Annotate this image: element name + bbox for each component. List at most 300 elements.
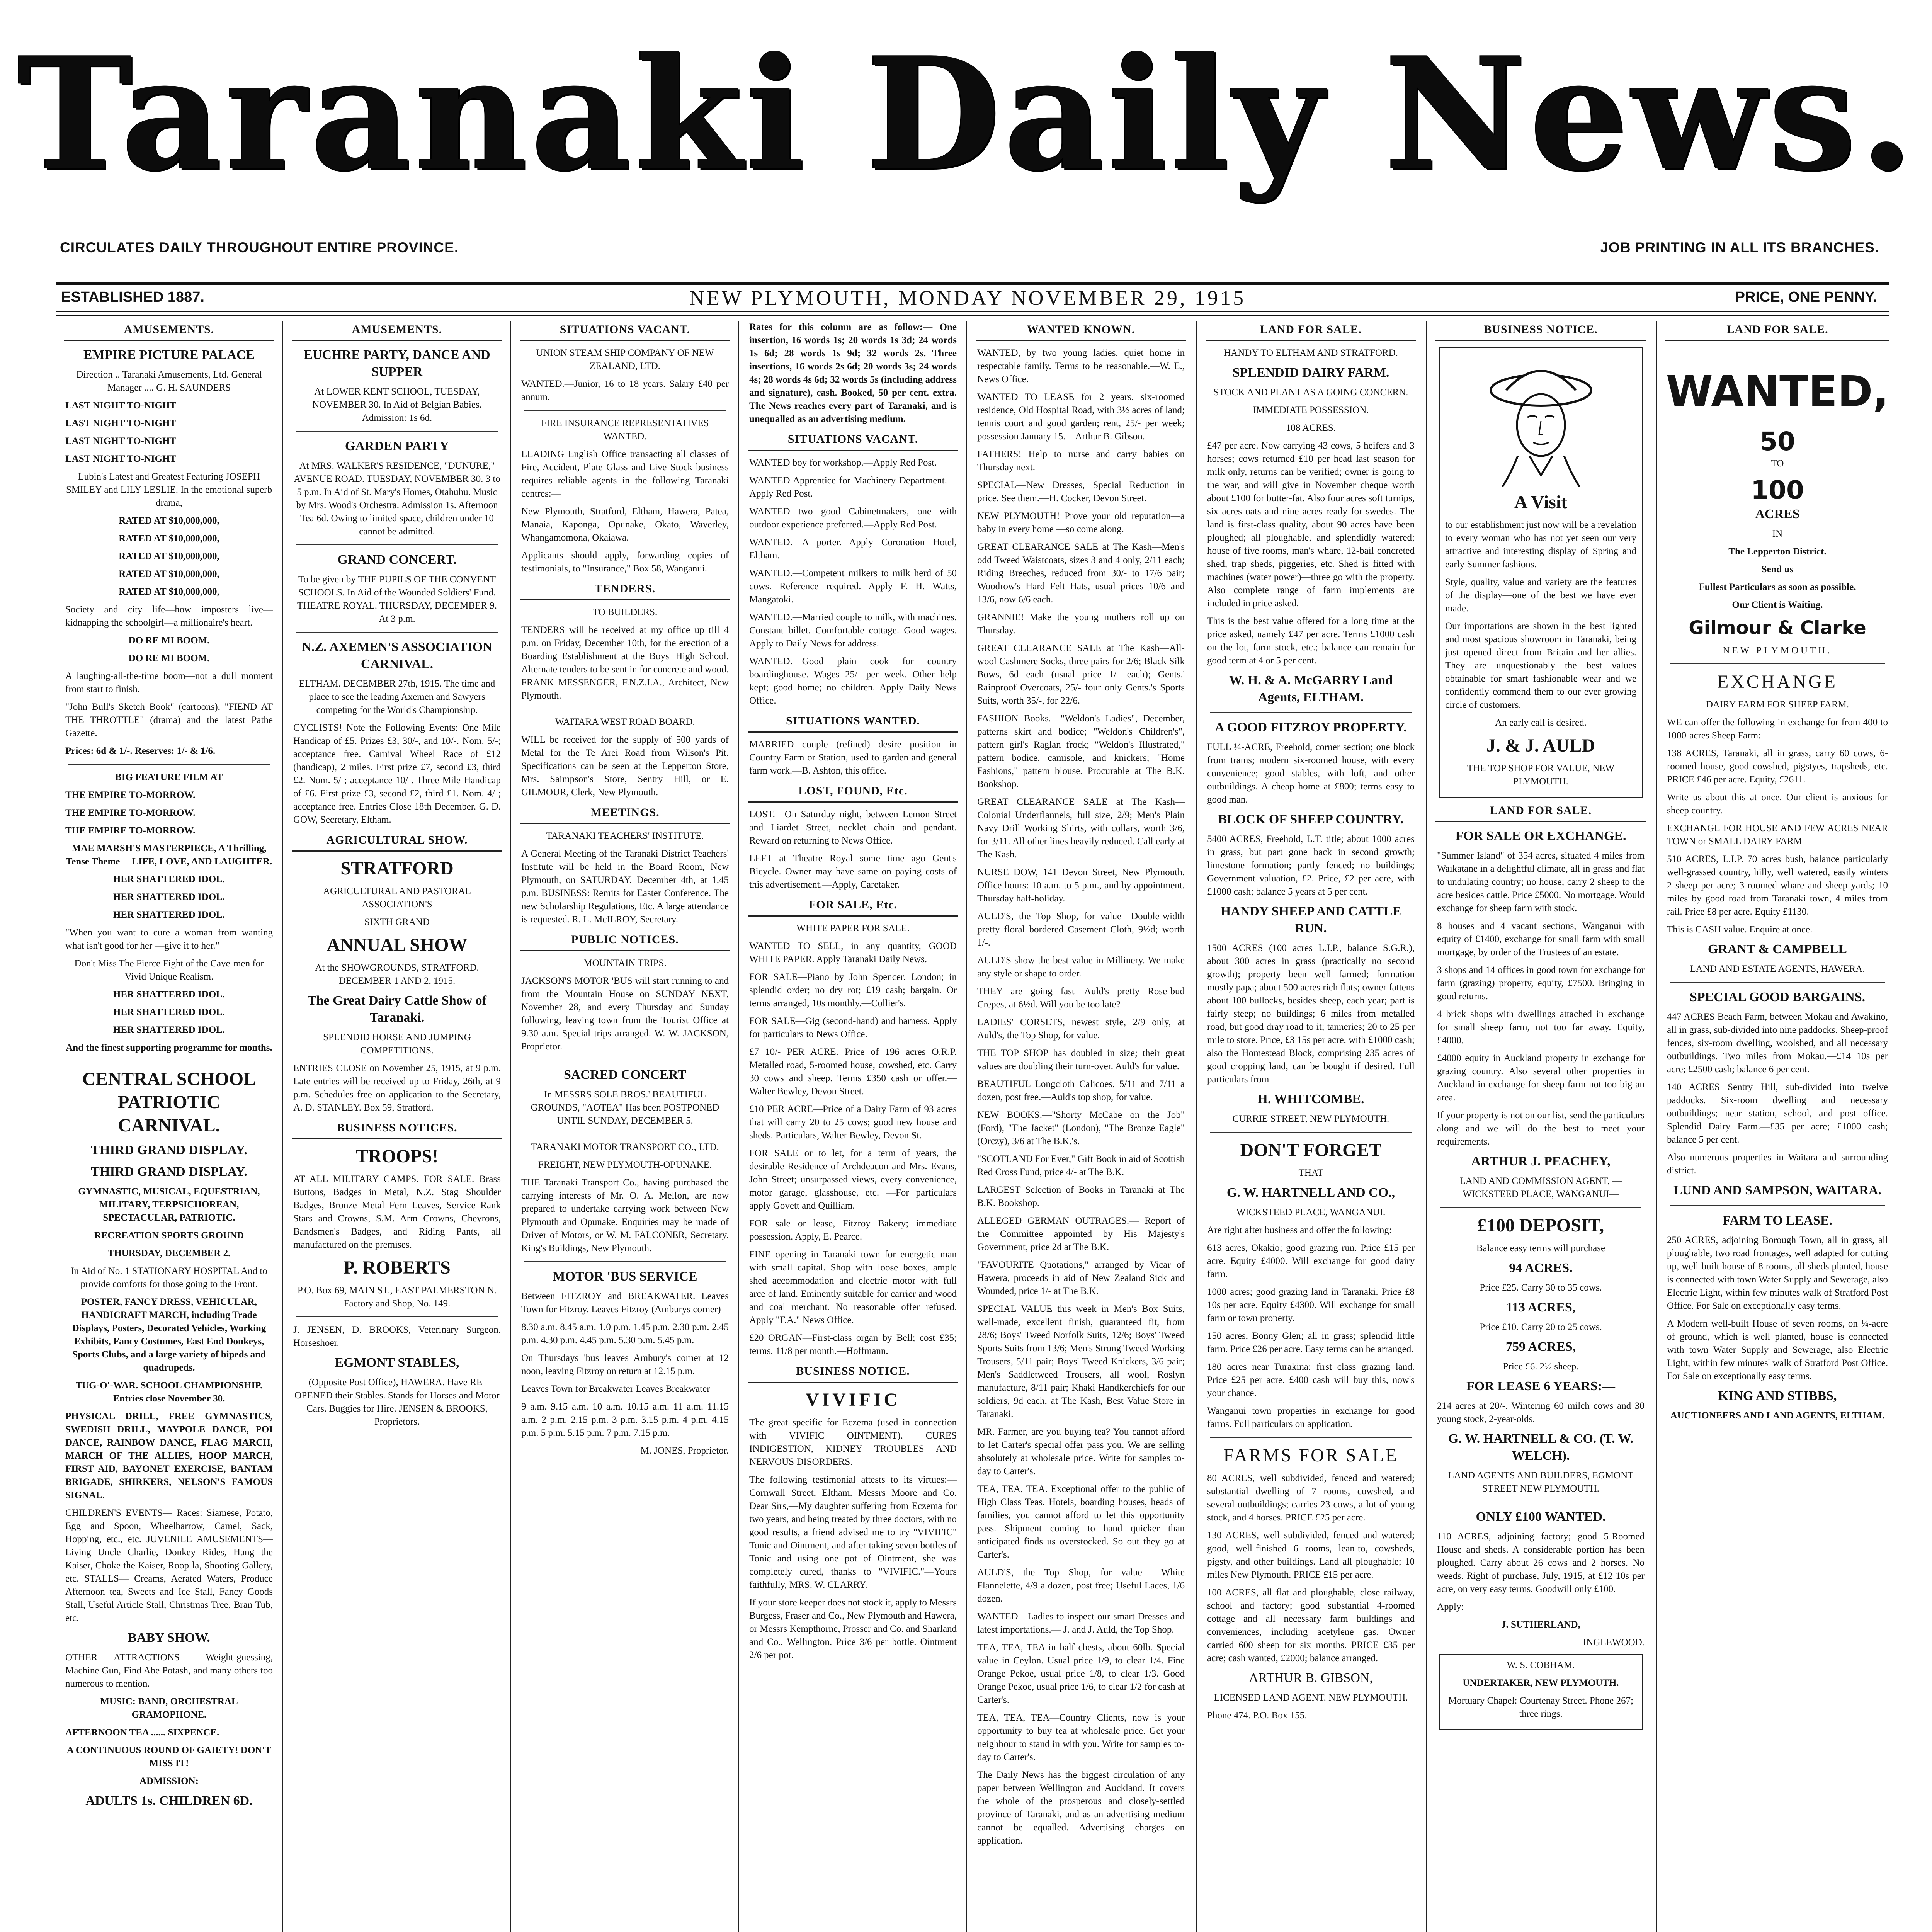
ad-text: LADIES' CORSETS, newest style, 2/9 only, at Auld's, the Top Shop, for value. — [977, 1017, 1185, 1041]
ad-text: 5400 ACRES, Freehold, L.T. title; about 1000 acres in grass, but part gone back in second growth; limestone formation; partly fenced; no buildings; Government valuation, £2. Price, £2 per acre, with £1000 cash; balance 5 years at 5 per cent. — [1207, 834, 1415, 897]
ad-text: HER SHATTERED IDOL. — [113, 910, 225, 920]
ad-text: 613 acres, Okakio; good grazing run. Price £15 per acre. Equity £4000. Will exchange for good dairy farm. — [1207, 1243, 1415, 1279]
ad-text: Leaves Town for Breakwater Leaves Breakwater — [521, 1384, 710, 1394]
ad-text: 113 ACRES, — [1506, 1300, 1576, 1315]
ad-text: TEA, TEA, TEA in half chests, about 60lb. Special value in Ceylon. Usual price 1/9, to clear 1/4. Fine Orange Pekoe, usual price 1/8, to clear 1/3. Good Orange Pekoe, usual price 1/6, to clear 1/2 for cash at Carter's. — [977, 1642, 1185, 1705]
ad-text: ELTHAM. DECEMBER 27th, 1915. The time and place to see the leading Axemen and Sawyers competing for the World's Championship. — [299, 679, 495, 715]
ad-text: THIRD GRAND DISPLAY. — [91, 1143, 247, 1157]
ad-text: The great specific for Eczema (used in connection with VIVIFIC OINTMENT). CURES INDIGESTION, KIDNEY TROUBLES AND NERVOUS DISORDERS. — [749, 1417, 957, 1467]
ad-text: Society and city life—how imposters live—kidnapping the schoolgirl—a millionaire's heart. — [65, 604, 273, 628]
ad-text: P.O. Box 69, MAIN ST., EAST PALMERSTON N. Factory and Shop, No. 149. — [297, 1285, 497, 1309]
ad-text: £47 per acre. Now carrying 43 cows, 5 heifers and 3 horses; cows returned £10 per head last season for milk only, returns can be verified; owner is going to the war, and will give in November cheque worth about £100 for butter-fat. Also four acres soft turnips, six acres oats and nine acres ready for swedes. The land is first-class quality, about 90 acres have been ploughed; all ploughable, and splendidly watered; house of five rooms, man's whare, 12-bail concreted shed, trap sheds, piggeries, etc. Shed is fitted with machines (water power)—three go with the property. Also complete range of farm implements are included in price asked. — [1207, 440, 1415, 609]
ad-text: TEA, TEA, TEA. Exceptional offer to the public of High Class Teas. Hotels, boarding houses, heads of families, you cannot afford to let this opportunity pass. Shipment coming to hand quicker than anticipated finds us overstocked. So out they go at Carter's. — [977, 1484, 1185, 1560]
column-rule — [510, 321, 511, 1932]
ad-text: "When you want to cure a woman from wanting what isn't good for her —give it to her." — [65, 927, 273, 951]
column-heading: WANTED KNOWN. — [976, 321, 1186, 341]
ad-text: THURSDAY, DECEMBER 2. — [107, 1248, 231, 1259]
ad-title: HANDY SHEEP AND CATTLE RUN. — [1220, 904, 1401, 935]
ad-title: FIRE INSURANCE REPRESENTATIVES WANTED. — [541, 418, 709, 442]
ad-text: GREAT CLEARANCE SALE at The Kash—Men's odd Tweed Waistcoats, sizes 3 and 4 only, 2/11 each; Riding Breeches, reduced from 30/- to 17/6 pair; Woodrow's Hard Felt Hats, usual prices 10/6 and 13/6, now 6/6 each. — [977, 542, 1185, 605]
ad-title: CENTRAL SCHOOL PATRIOTIC CARNIVAL. — [82, 1069, 256, 1136]
ad-text: This is the best value offered for a long time at the price asked, namely £47 per acre. Terms £1000 cash on the lot, farm stock, etc.; balance can remain for good term at 4 or 5 per cent. — [1207, 616, 1415, 666]
column-4 — [748, 321, 958, 1932]
ad-text: SPECIAL VALUE this week in Men's Box Suits, well-made, excellent finish, guaranteed fit, from 28/6; Boys' Tweed Norfolk Suits, 12/6; Boys' Tweed Sports Suits from 13/6; Men's Strong Tweed Working Trousers, 5/11 pair; Boys' Tweed Knickers, 3/6 pair; Men's Saddletweed Trousers, all wool, Roslyn manufacture, 8/11 pair; Khaki Handkerchiefs for our soldiers, 9d each, at The Kash, Best Value Store in Taranaki. — [977, 1304, 1185, 1419]
ad-text: At MRS. WALKER'S RESIDENCE, "DUNURE," AVENUE ROAD. TUESDAY, NOVEMBER 30. 3 to 5 p.m. In Aid of St. Mary's Homes, Otahuhu. Music by Mrs. Wood's Orchestra. Admission 1s. Afternoon Tea 6d. Owing to limited space, children under 10 cannot be admitted. — [294, 461, 500, 537]
ad-text: 9 a.m. 9.15 a.m. 10 a.m. 10.15 a.m. 11 a.m. 11.15 a.m. 2 p.m. 2.15 p.m. 3 p.m. 3.15 p.m. 4 p.m. 4.15 p.m. 5 p.m. 5.15 p.m. 7 p.m. 7.15 p.m. — [521, 1401, 729, 1438]
column-rule — [738, 321, 739, 1932]
ad-text: "John Bull's Sketch Book" (cartoons), "FIEND AT THE THROTTLE" (drama) and the latest Pathe Gazette. — [65, 702, 273, 738]
agent-name: H. WHITCOMBE. — [1257, 1092, 1364, 1106]
ad-title: FOR SALE OR EXCHANGE. — [1455, 829, 1626, 843]
ad-text: "Summer Island" of 354 acres, situated 4 miles from Waikatane in a delightful climate, all in grass and flat to undulating country; no house; carry 2 sheep to the acre besides cattle. Price £5000. No mortgage. Would exchange for sheep farm with stock. — [1437, 850, 1645, 913]
newspaper-title: Taranaki Daily News. — [17, 23, 1918, 205]
agent-name: Gilmour & Clarke — [1689, 617, 1866, 639]
ad-text: WANTED Apprentice for Machinery Department.—Apply Red Post. — [749, 475, 957, 499]
divider — [296, 431, 498, 432]
ad-text: LEADING English Office transacting all classes of Fire, Accident, Plate Glass and Live Stock business requires reliable agents in the following Taranaki centres:— — [521, 449, 729, 499]
ad-text: IN — [1772, 529, 1783, 539]
ad-text: If your property is not on our list, send the particulars along and we will do the best to meet your requirements. — [1437, 1110, 1645, 1147]
ad-title: ONLY £100 WANTED. — [1476, 1510, 1606, 1524]
ad-text: INGLEWOOD. — [1583, 1637, 1645, 1648]
ad-text: 759 ACRES, — [1505, 1340, 1576, 1354]
ad-text: LICENSED LAND AGENT. NEW PLYMOUTH. — [1214, 1692, 1408, 1703]
divider — [296, 632, 498, 633]
ad-text: A General Meeting of the Taranaki District Teachers' Institute will be held in the Board Room, New Plymouth, on SATURDAY, December 4th, at 1.45 p.m. BUSINESS: Remits for Easter Conference. The new Scholarship Regulations, Etc. A large attendance is requested. R. L. McILROY, Secretary. — [521, 849, 729, 925]
ad-title: A Visit — [1514, 492, 1568, 512]
ad-text: WANTED TO LEASE for 2 years, six-roomed residence, Old Hospital Road, with 3½ acres of land; tennis court and good garden; rent, 25/- per week; possession January 15.—Arthur B. Gibson. — [977, 392, 1185, 442]
ad-text: WANTED.—Married couple to milk, with machines. Constant billet. Comfortable cottage. Good wages. Apply to Daily News for address. — [749, 612, 957, 649]
ad-text: LAST NIGHT TO-NIGHT — [65, 436, 177, 446]
agent-name: J. SUTHERLAND, — [1501, 1619, 1580, 1630]
ad-text: New Plymouth, Stratford, Eltham, Hawera, Patea, Manaia, Kaponga, Opunake, Okato, Waverley, Whangamomona, Okaiawa. — [521, 506, 729, 543]
ad-text: 140 ACRES Sentry Hill, sub-divided into twelve paddocks. Six-room dwelling and necessary outbuildings; near station, school, and post office. Splendid Dairy Farm.—£35 per acre; £1000 cash; balance 5 per cent. — [1667, 1082, 1888, 1145]
ad-text: 250 ACRES, adjoining Borough Town, all in grass, all ploughable, two road frontages, well adapted for cutting up, well-built house of 8 rooms, all sheds planted, house is connected with town Water Supply and Sewerage, also Electric Light, within few minutes walk of Stratford Post Office. For Sale on exceptionally easy terms. — [1667, 1235, 1888, 1311]
ad-title: EXCHANGE — [1717, 672, 1838, 692]
ad-text: 3 shops and 14 offices in good town for exchange for farm (grazing) property, equity, £7500. Bringing in good returns. — [1437, 965, 1645, 1002]
column-heading: AMUSEMENTS. — [292, 321, 502, 341]
ad-text: WANTED—Ladies to inspect our smart Dresses and latest importations.— J. and J. Auld, the Top Shop. — [977, 1611, 1185, 1635]
ad-text: MARRIED couple (refined) desire position in Country Farm or Station, used to garden and general farm work.—B. Ashton, this office. — [749, 739, 957, 776]
ad-text: 1500 ACRES (100 acres L.I.P., balance S.G.R.), about 300 acres in grass (practically no second growth); property been well farmed; formation mostly papa; about 500 acres rich flats; owner fattens about 100 bullocks, besides sheep, each year; part is fairly steep; no buildings; 6 miles from metalled road, but good dray road to it; tanneries; 20 to 25 per mile to store. Price, £3 15s per acre, with £1000 cash; also the Homestead Block, comprising 235 acres of good cropping land, can be bought if desired. Full particulars from — [1207, 943, 1415, 1085]
ad-title: GARDEN PARTY — [345, 439, 449, 453]
ad-text: 180 acres near Turakina; first class grazing land. Price £25 per acre. £400 cash will buy this, now's your chance. — [1207, 1362, 1415, 1398]
ad-text: In Aid of No. 1 STATIONARY HOSPITAL And to provide comforts for those going to the Front. — [71, 1266, 267, 1289]
ad-text: WANTED TO SELL, in any quantity, GOOD WHITE PAPER. Apply Taranaki Daily News. — [749, 941, 957, 964]
ad-text: NEW PLYMOUTH. — [1723, 645, 1832, 656]
ad-title: TROOPS! — [355, 1146, 439, 1167]
ad-text: To be given by THE PUPILS OF THE CONVENT SCHOOLS. In Aid of the Wounded Soldiers' Fund. THEATRE ROYAL. THURSDAY, DECEMBER 9. At 3 p.m. — [297, 574, 497, 624]
column-heading: LAND FOR SALE. — [1435, 802, 1646, 822]
ad-text: Fullest Particulars as soon as possible. — [1699, 582, 1856, 592]
ad-text: Mortuary Chapel: Courtenay Street. Phone 267; three rings. — [1448, 1696, 1634, 1719]
ad-text: RATED AT $10,000,000, — [119, 569, 219, 579]
ad-text: And the finest supporting programme for months. — [66, 1043, 272, 1053]
ad-text: POSTER, FANCY DRESS, VEHICULAR, HANDICRAFT MARCH, including Trade Displays, Posters, Decorated Vehicles, Working Exhibits, Fancy Costumes, East End Donkeys, Sports Clubs, and a large variety of bipeds and quadrupeds. — [72, 1297, 266, 1373]
masthead-tagline-left: CIRCULATES DAILY THROUGHOUT ENTIRE PROVINCE. — [60, 240, 459, 255]
divider — [296, 544, 498, 545]
ad-title: A GOOD FITZROY PROPERTY. — [1215, 720, 1407, 735]
agent-name: KING AND STIBBS, — [1718, 1389, 1837, 1403]
ad-text: WANTED boy for workshop.—Apply Red Post. — [749, 457, 937, 468]
ad-text: THAT — [1298, 1168, 1323, 1178]
ad-text: CURRIE STREET, NEW PLYMOUTH. — [1232, 1114, 1389, 1124]
ad-text: DAIRY FARM FOR SHEEP FARM. — [1706, 699, 1849, 710]
column-3 — [520, 321, 730, 1932]
ad-text: HER SHATTERED IDOL. — [113, 874, 225, 884]
ad-text: FOR SALE or to let, for a term of years, the desirable Residence of Archdeacon and Mrs. Evans, John Street; unsurpassed views, every convenience, motor garage, glasshouse, etc. —For particulars apply Govett and Quilliam. — [749, 1148, 957, 1211]
ad-text: Don't Miss The Fierce Fight of the Cave-men for Vivid Unique Realism. — [74, 958, 264, 982]
masthead — [0, 0, 1932, 294]
ad-title: VIVIFIC — [805, 1389, 901, 1410]
undertaker-ad — [1439, 1654, 1643, 1730]
ad-title: N.Z. AXEMEN'S ASSOCIATION CARNIVAL. — [302, 640, 492, 671]
ad-text: "SCOTLAND For Ever," Gift Book in aid of Scottish Red Cross Fund, price 4/- at The B.K. — [977, 1154, 1185, 1177]
column-heading: AGRICULTURAL SHOW. — [292, 831, 502, 852]
ad-text: THE EMPIRE TO-MORROW. — [65, 825, 196, 836]
ad-title: FOR LEASE 6 YEARS:— — [1466, 1379, 1616, 1393]
agent-name: ARTHUR B. GIBSON, — [1249, 1671, 1373, 1685]
ad-text: FOR sale or lease, Fitzroy Bakery; immediate possession. Apply, E. Pearce. — [749, 1218, 957, 1242]
ad-text: GRANNIE! Make the young mothers roll up on Thursday. — [977, 612, 1185, 636]
column-heading: MEETINGS. — [520, 804, 730, 824]
ad-text: 8.30 a.m. 8.45 a.m. 1.0 p.m. 1.45 p.m. 2.30 p.m. 2.45 p.m. 4.30 p.m. 4.45 p.m. 5.30 p.m. 5.45 p.m. — [521, 1322, 729, 1345]
ad-text: £7 10/- PER ACRE. Price of 196 acres O.R.P. Metalled road, 5-roomed house, cowshed, etc. Carry 30 cows and sheep. Terms £350 cash or offer.—Walter Bewley, Devon Street. — [749, 1047, 957, 1097]
ad-text: LARGEST Selection of Books in Taranaki at The B.K. Bookshop. — [977, 1185, 1185, 1208]
ad-text: LOST.—On Saturday night, between Lemon Street and Liardet Street, necklet chain and pendant. Reward on returning to News Office. — [749, 809, 957, 846]
ad-text: (Opposite Post Office), HAWERA. Have RE-OPENED their Stables. Stands for Horses and Motor Cars. Buggies for Hire. JENSEN & BROOKS, Proprietors. — [294, 1377, 500, 1427]
ad-text: HER SHATTERED IDOL. — [113, 1007, 225, 1017]
ad-text: £4000 equity in Auckland property in exchange for grazing country. Also several other properties in Auckland in exchange for sheep farm not too big an area. — [1437, 1053, 1645, 1103]
ad-text: An early call is desired. — [1495, 718, 1587, 728]
ad-text: Price £25. Carry 30 to 35 cows. — [1480, 1282, 1602, 1293]
ad-text: 130 ACRES, well subdivided, fenced and watered; good, well-finished 6 rooms, lean-to, cowsheds, pigsty, and other buildings. Land all ploughable; 10 miles New Plymouth. PRICE £15 per acre. — [1207, 1530, 1415, 1580]
ad-text: THE TOP SHOP has doubled in size; their great values are doubling their turn-over. Auld's for value. — [977, 1048, 1185, 1071]
ad-text: The following testimonial attests to its virtues:— Cornwall Street, Eltham. Messrs Moore and Co. Dear Sirs,—My daughter suffering from Eczema for two years, and being treated by three doctors, with no good results, a friend advised me to try "VIVIFIC" Tonic and Ointment, and after taking seven bottles of Tonic and using one pot of Ointment, she was completely cured, thanks to "VIVIFIC."—Yours faithfully, MRS. W. CLARRY. — [749, 1475, 957, 1590]
ad-text: RATED AT $10,000,000, — [119, 533, 219, 544]
ad-text: HER SHATTERED IDOL. — [113, 989, 225, 1000]
divider — [524, 410, 726, 411]
ad-text: GYMNASTIC, MUSICAL, EQUESTRIAN, MILITARY, TERPSICHOREAN, SPECTACULAR, PATRIOTIC. — [78, 1186, 260, 1223]
ad-text: MAE MARSH'S MASTERPIECE, A Thrilling, Tense Theme— LIFE, LOVE, AND LAUGHTER. — [66, 843, 272, 867]
ad-text: THE Taranaki Transport Co., having purchased the carrying interests of Mr. O. A. Mellon, are now prepared to undertake carrying work between New Plymouth and Opunake. Enquiries may be made of Driver of Motors, or W. M. FALCONER, Secretary. King's Buildings, New Plymouth. — [521, 1177, 729, 1253]
ad-text: Balance easy terms will purchase — [1476, 1243, 1605, 1253]
ad-title: £100 DEPOSIT, — [1477, 1215, 1604, 1236]
ad-text: THEY are going fast—Auld's pretty Rose-bud Crepes, at 6½d. Will you be too late? — [977, 986, 1185, 1010]
ad-text: AT ALL MILITARY CAMPS. FOR SALE. Brass Buttons, Badges in Metal, N.Z. Stag Shoulder Badges, Bronze Metal Fern Leaves, Service Rank Stars and Crowns, S.M. Arm Crowns, Chevrons, Bandsmen's Badges, and Riding Pants, all manufactured on the premises. — [293, 1174, 501, 1250]
ad-text: The Great Dairy Cattle Show of Taranaki. — [307, 993, 487, 1025]
ad-text: Applicants should apply, forwarding copies of testimonials, to "Insurance," Box 58, Wanganui. — [521, 550, 729, 574]
column-heading: AMUSEMENTS. — [64, 321, 274, 341]
ad-text: IMMEDIATE POSSESSION. — [1253, 405, 1369, 415]
divider — [68, 764, 270, 765]
ad-text: LEFT at Theatre Royal some time ago Gent's Bicycle. Owner may have same on paying costs of this advertisement.—Apply, Caretaker. — [749, 853, 957, 890]
ad-text: RATED AT $10,000,000, — [119, 551, 219, 561]
established: ESTABLISHED 1887. — [61, 289, 204, 305]
ad-text: HANDY TO ELTHAM AND STRATFORD. — [1224, 348, 1398, 358]
ad-text: BEAUTIFUL Longcloth Calicoes, 5/11 and 7/11 a dozen, post free.—Auld's top shop, for value. — [977, 1079, 1185, 1102]
ad-text: HER SHATTERED IDOL. — [113, 1025, 225, 1035]
ad-text: 150 acres, Bonny Glen; all in grass; splendid little farm. Price £26 per acre. Easy terms can be arranged. — [1207, 1331, 1415, 1354]
ad-title: MOTOR 'BUS SERVICE — [553, 1269, 697, 1284]
divider — [1670, 1205, 1885, 1206]
ad-text: BABY SHOW. — [128, 1631, 210, 1645]
column-heading: BUSINESS NOTICES. — [292, 1119, 502, 1139]
ad-text: Price £10. Carry 20 to 25 cows. — [1480, 1322, 1602, 1332]
ad-title: STRATFORD — [340, 858, 454, 879]
ad-title: SPECIAL GOOD BARGAINS. — [1689, 990, 1866, 1004]
ad-text: AULD'S, the Top Shop, for value—Double-width pretty floral bordered Casement Cloth, 9½d; worth 1/-. — [977, 911, 1185, 948]
ad-text: ACRES — [1755, 507, 1800, 521]
ad-text: Price £6. 2½ sheep. — [1503, 1361, 1579, 1372]
acre-number: 100 — [1751, 475, 1804, 505]
column-1 — [64, 321, 274, 1932]
ad-text: to our establishment just now will be a revelation to every woman who has not yet seen our very attractive and interesting display of Spring and early Summer fashions. — [1445, 520, 1636, 570]
issue-date: NEW PLYMOUTH, MONDAY NOVEMBER 29, 1915 — [689, 286, 1246, 310]
ad-text: 447 ACRES Beach Farm, between Mokau and Awakino, all in grass, sub-divided into nine paddocks. Sheep-proof fences, six-room dwelling, woolshed, and all necessary outbuildings. Two miles from Mokau.—£14 10s per acre; £2500 cash; balance 6 per cent. — [1667, 1012, 1888, 1075]
ad-text: AULD'S show the best value in Millinery. We make any style or shape to order. — [977, 955, 1185, 979]
divider — [296, 1316, 498, 1317]
divider — [1670, 982, 1885, 983]
ad-title: TO BUILDERS. — [592, 607, 658, 617]
ad-text: RATED AT $10,000,000, — [119, 515, 219, 526]
ad-text: JACKSON'S MOTOR 'BUS will start running to and from the Mountain House on SUNDAY NEXT, November 28, and every Thursday and Sunday following, leaving town from the Tourist Office at 9.30 a.m. Special trips arranged. W. W. JACKSON, Proprietor. — [521, 976, 729, 1052]
column-2 — [292, 321, 502, 1932]
ad-text: 138 ACRES, Taranaki, all in grass, carry 60 cows, 6-roomed house, good cowshed, pigstyes, trapsheds, etc. PRICE £46 per acre. Equity, £2611. — [1667, 748, 1888, 785]
column-heading: TENDERS. — [520, 580, 730, 600]
ad-text: THE TOP SHOP FOR VALUE, NEW PLYMOUTH. — [1467, 763, 1615, 787]
ad-text: FOR SALE—Gig (second-hand) and harness. Apply for particulars to News Office. — [749, 1016, 957, 1039]
ad-title: UNDERTAKER, NEW PLYMOUTH. — [1463, 1678, 1619, 1688]
shop-name: J. & J. AULD — [1486, 735, 1595, 756]
ad-text: GREAT CLEARANCE SALE at The Kash—All-wool Cashmere Socks, three pairs for 2/6; Black Silk Bows, 6d each (usual price 1/- each); Gents.' Rainproof Overcoats, 25/- four only Gents.'s Sports Suits, worth 35/-, for 22/6. — [977, 643, 1185, 706]
divider — [1210, 1437, 1412, 1438]
ad-text: The Lepperton District. — [1728, 546, 1827, 557]
divider — [1210, 712, 1412, 713]
ad-text: At LOWER KENT SCHOOL, TUESDAY, NOVEMBER 30. In Aid of Belgian Babies. Admission: 1s 6d. — [312, 386, 482, 423]
ad-text: This is CASH value. Enquire at once. — [1667, 924, 1813, 935]
ad-text: WANTED.—Junior, 16 to 18 years. Salary £40 per annum. — [521, 379, 729, 402]
ad-text: NURSE DOW, 141 Devon Street, New Plymouth. Office hours: 10 a.m. to 5 p.m., and by appointment. Thursday half-holiday. — [977, 867, 1185, 904]
ad-text: LAST NIGHT TO-NIGHT — [65, 454, 177, 464]
ad-text: MUSIC: BAND, ORCHESTRAL GRAMOPHONE. — [100, 1696, 238, 1720]
ad-text: THE EMPIRE TO-MORROW. — [65, 790, 196, 800]
ad-text: Prices: 6d & 1/-. Reserves: 1/- & 1/6. — [65, 746, 216, 756]
ad-text: NEW PLYMOUTH! Prove your old reputation—a baby in every home —so come along. — [977, 511, 1185, 534]
ad-title: BLOCK OF SHEEP COUNTRY. — [1218, 812, 1404, 827]
ad-title: EMPIRE PICTURE PALACE — [83, 348, 255, 362]
ad-title: GRAND CONCERT. — [337, 553, 457, 567]
divider — [1210, 1132, 1412, 1133]
ad-title: BIG FEATURE FILM AT — [115, 772, 223, 782]
ad-text: HER SHATTERED IDOL. — [113, 892, 225, 902]
ad-text: If your store keeper does not stock it, apply to Messrs Burgess, Fraser and Co., New Plymouth and Hawera, or Messrs Kempthorne, Prosser and Co. and Sharland and Co., Wellington. Price 3/6 per bottle. Ointment 2/6 per pot. — [749, 1597, 957, 1660]
ad-text: "FAVOURITE Quotations," arranged by Vicar of Hawera, proceeds in aid of New Zealand Sick and Wounded, price 1/- at The B.K. — [977, 1260, 1185, 1296]
ad-text: LAND AND ESTATE AGENTS, HAWERA. — [1690, 964, 1865, 974]
ad-title: DON'T FORGET — [1240, 1140, 1382, 1160]
column-heading: LOST, FOUND, Etc. — [748, 782, 958, 803]
column-heading: PUBLIC NOTICES. — [520, 931, 730, 951]
ad-title: FARM TO LEASE. — [1722, 1213, 1833, 1228]
ad-text: RECREATION SPORTS GROUND — [94, 1230, 244, 1241]
ad-text: DO RE MI BOOM. — [128, 653, 210, 663]
ad-title: SPLENDID DAIRY FARM. — [1232, 366, 1389, 380]
ad-title: P. ROBERTS — [344, 1257, 451, 1278]
lady-portrait-illustration — [1487, 359, 1595, 487]
price: PRICE, ONE PENNY. — [1735, 289, 1877, 305]
column-rule — [1196, 321, 1197, 1932]
rates-notice: Rates for this column are as follow:— One insertion, 16 words 1s; 20 words 1s 3d; 24 words 1s 6d; 28 words 1s 9d; 32 words 2s. Three insertions, 16 words 2s 6d; 20 words 3s; 24 words 4s; 28 words 4s 6d; 32 words 5s (including address and signature), cash. Booked, 50 per cent. extra. The News reaches every part of Taranaki, and is unequalled as an advertising medium. — [749, 322, 957, 424]
ad-title-wanted: WANTED, — [1666, 367, 1889, 416]
column-heading: SITUATIONS WANTED. — [748, 712, 958, 733]
agent-name: LUND AND SAMPSON, WAITARA. — [1673, 1183, 1882, 1197]
ad-text: CYCLISTS! Note the Following Events: One Mile Handicap of £5. Prizes £3, 30/-, and 10/-. Nom. 5/-; acceptance free. Carnival Wheel Race of £12 (handicap), 2 miles. First prize £7, second £3, third £2. Nom. 5/-; acceptance 10/-. Three Mile Handicap of £6. First prize £3, second £2, third £1. Nom. 4/-; acceptance free. Entries Close 18th December. G. D. GOW, Secretary, Eltham. — [293, 723, 501, 825]
ad-text: FATHERS! Help to nurse and carry babies on Thursday next. — [977, 449, 1185, 473]
column-5 — [976, 321, 1186, 1932]
ad-text: AULD'S, the Top Shop, for value— White Flannelette, 4/9 a dozen, post free; Useful Laces, 1/6 dozen. — [977, 1567, 1185, 1604]
ad-text: Lubin's Latest and Greatest Featuring JOSEPH SMILEY and LILY LESLIE. In the emotional superb drama, — [66, 471, 272, 508]
ad-text: FREIGHT, NEW PLYMOUTH-OPUNAKE. — [538, 1160, 712, 1170]
column-8 — [1665, 321, 1889, 1932]
ad-text: 94 ACRES. — [1509, 1261, 1573, 1275]
ad-text: On Thursdays 'bus leaves Ambury's corner at 12 noon, leaving Fitzroy on return at 12.15 p.m. — [521, 1353, 729, 1376]
ad-text: TO — [1771, 458, 1784, 469]
ad-text: RATED AT $10,000,000, — [119, 587, 219, 597]
ad-text: ENTRIES CLOSE on November 25, 1915, at 9 p.m. Late entries will be received up to Friday, 26th, at 9 p.m. Schedules free on application to the Secretary, A. D. STANLEY. Box 59, Stratford. — [293, 1063, 501, 1113]
ad-text: CHILDREN'S EVENTS— Races: Siamese, Potato, Egg and Spoon, Wheelbarrow, Camel, Sack, Hopping, etc., etc. JUVENILE AMUSEMENTS— Living Uncle Charlie, Donkey Rides, Hang the Kaiser, Choke the Kaiser, Roop-la, Shooting Gallery, etc. STALLS— Creams, Aerated Waters, Produce Afternoon tea, Sweets and Ice Stall, Fancy Goods Stall, Useful Article Stall, Christmas Tree, Bran Tub, etc. — [65, 1508, 273, 1623]
ad-text: Direction .. Taranaki Amusements, Ltd. General Manager .... G. H. SAUNDERS — [76, 369, 262, 393]
ad-title: MOUNTAIN TRIPS. — [583, 958, 667, 968]
column-6 — [1206, 321, 1416, 1932]
ad-text: SPLENDID HORSE AND JUMPING COMPETITIONS. — [323, 1032, 471, 1056]
column-heading: SITUATIONS VACANT. — [520, 321, 730, 341]
ad-text: LAND AND COMMISSION AGENT, —WICKSTEED PLACE, WANGANUI— — [1459, 1176, 1622, 1199]
ad-text: Wanganui town properties in exchange for good farms. Full particulars on application. — [1207, 1406, 1415, 1429]
ad-text: LAND AGENTS AND BUILDERS, EGMONT STREET NEW PLYMOUTH. — [1448, 1470, 1634, 1494]
ad-title: EGMONT STABLES, — [335, 1355, 459, 1370]
ad-text: THIRD GRAND DISPLAY. — [91, 1165, 247, 1179]
ad-text: A CONTINUOUS ROUND OF GAIETY! DON'T MISS IT! — [67, 1745, 271, 1769]
column-7 — [1435, 321, 1646, 1932]
ad-text: GREAT CLEARANCE SALE at The Kash—Colonial Underflannels, full size, 2/9; Men's Plain Navy Drill Working Shirts, with collars, worth 3/6, for 3/11. All other lines heavily reduced. Call early at The Kash. — [977, 797, 1185, 860]
ad-text: EXCHANGE FOR HOUSE AND FEW ACRES NEAR TOWN or SMALL DAIRY FARM— — [1667, 823, 1888, 847]
divider — [524, 1261, 726, 1262]
ad-text: LAST NIGHT TO-NIGHT — [65, 418, 177, 429]
ad-text: SIXTH GRAND — [364, 917, 430, 927]
agent-name: G. W. HARTNELL & CO. (T. W. WELCH). — [1448, 1432, 1634, 1463]
acre-number: 50 — [1760, 427, 1795, 456]
ad-text: WILL be received for the supply of 500 yards of Metal for the Te Arei Road from Wilson's Pit. Specifications can be seen at the Lepperton Store, Mrs. Saimpson's Store, Sentry Hill, or E. GILMOUR, Clerk, New Plymouth. — [521, 735, 729, 798]
column-rule — [966, 321, 967, 1932]
ad-title: WAITARA WEST ROAD BOARD. — [555, 717, 695, 727]
ad-text: WANTED, by two young ladies, quiet home in respectable family. Terms to be reasonable.—W. E., News Office. — [977, 348, 1185, 384]
ad-text: Our Client is Waiting. — [1732, 600, 1823, 610]
ad-text: Send us — [1761, 564, 1794, 575]
ad-text: MR. Farmer, are you buying tea? You cannot afford to let Carter's special offer pass you. We are selling absolutely at wholesale price. Write for samples to-day to Carter's. — [977, 1427, 1185, 1476]
ad-text: OTHER ATTRACTIONS— Weight-guessing, Machine Gun, Find Abe Potash, and many others too numerous to mention. — [65, 1652, 273, 1689]
ad-text: M. JONES, Proprietor. — [640, 1446, 729, 1456]
ad-text: AGRICULTURAL AND PASTORAL ASSOCIATION'S — [323, 886, 471, 910]
ad-text: TUG-O'-WAR. SCHOOL CHAMPIONSHIP. Entries close November 30. — [75, 1380, 263, 1404]
ad-text: DO RE MI BOOM. — [128, 635, 210, 646]
ad-text: WANTED two good Cabinetmakers, one with outdoor experience preferred.—Apply Red Post. — [749, 506, 957, 530]
ad-title: ANNUAL SHOW — [327, 935, 468, 955]
rule-dateline — [56, 311, 1889, 312]
ad-text: 214 acres at 20/-. Wintering 60 milch cows and 30 young stock, 2-year-olds. — [1437, 1401, 1645, 1424]
ad-text: £10 PER ACRE—Price of a Dairy Farm of 93 acres that will carry 20 to 25 cows; good new house and sheds. Particulars, Walter Bewley, Devon St. — [749, 1104, 957, 1141]
column-rule — [1426, 321, 1427, 1932]
ad-text: 108 ACRES. — [1286, 423, 1336, 433]
ad-text: AUCTIONEERS AND LAND AGENTS, ELTHAM. — [1670, 1410, 1885, 1421]
ad-text: WE can offer the following in exchange for from 400 to 1000-acres Sheep Farm:— — [1667, 717, 1888, 741]
ad-text: FINE opening in Taranaki town for energetic man with small capital. Shop with loose boxes, ample shed accommodation and electric motor with full arce of land. Eminently suitable for carrier and wood and coal merchant. No reasonable offer refused. Apply "F.A." News Office. — [749, 1249, 957, 1325]
ad-text: J. JENSEN, D. BROOKS, Veterinary Surgeon. Horseshoer. — [293, 1325, 501, 1348]
ad-title: TARANAKI TEACHERS' INSTITUTE. — [546, 831, 704, 841]
ad-text: SPECIAL—New Dresses, Special Reduction in price. See them.—H. Cocker, Devon Street. — [977, 480, 1185, 503]
ad-title: SACRED CONCERT — [563, 1068, 687, 1082]
ad-title: TARANAKI MOTOR TRANSPORT CO., LTD. — [531, 1142, 719, 1152]
ad-title: FARMS FOR SALE — [1223, 1445, 1398, 1466]
masthead-tagline-right: JOB PRINTING IN ALL ITS BRANCHES. — [1600, 240, 1879, 255]
auld-ad — [1439, 347, 1643, 798]
ad-text: PHYSICAL DRILL, FREE GYMNASTICS, SWEDISH DRILL, MAYPOLE DANCE, POI DANCE, RAINBOW DANCE, FLAG MARCH, MARCH OF THE ALLIES, HOOP MARCH, FIRST AID, BAYONET EXERCISE, BANTAM BRIGADE, SHIRKERS, NELSON'S FAMOUS SIGNAL. — [65, 1411, 273, 1500]
ad-text: At the SHOWGROUNDS, STRATFORD. DECEMBER 1 AND 2, 1915. — [315, 963, 479, 986]
ad-text: 1000 acres; good grazing land in Taranaki. Price £8 10s per acre. Equity £4300. Will exchange for small farm or town property. — [1207, 1287, 1415, 1323]
ad-text: WANTED.—Good plain cook for country boardinghouse. Wages 25/- per week. Other help kept; good home; no children. Apply Daily News Office. — [749, 656, 957, 706]
ad-text: FOR SALE—Piano by John Spencer, London; in splendid order; no dry rot; £19 cash; bargain. Or terms arranged, 10s monthly.—Collier's. — [749, 972, 957, 1009]
ad-text: 8 houses and 4 vacant sections, Wanganui with equity of £1400, exchange for small farm with small mortgage, by order of the Trustees of an estate. — [1437, 921, 1645, 957]
ad-text: Are right after business and offer the following: — [1207, 1225, 1392, 1235]
ad-text: 510 ACRES, L.I.P. 70 acres bush, balance particularly well-grassed country, hilly, well watered, easily winters 2 sheep per acre; 3-roomed whare and sheep yards; 10 miles by good road from Taranaki town, 4 miles from rail. Price £8 per acre. Equity £1130. — [1667, 854, 1888, 917]
ad-title: EUCHRE PARTY, DANCE AND SUPPER — [304, 348, 490, 379]
ad-text: AFTERNOON TEA ...... SIXPENCE. — [65, 1727, 219, 1738]
column-heading: LAND FOR SALE. — [1206, 321, 1416, 341]
ad-text: 110 ACRES, adjoining factory; good 5-Roomed House and sheds. A considerable portion has been ploughed. Carry about 26 cows and 2 horses. No weeds. Right of purchase, July, 1915, at £12 10s per acre, on very easy terms. Goodwill only £100. — [1437, 1531, 1645, 1594]
ad-text: FULL ¼-ACRE, Freehold, corner section; one block from trams; modern six-roomed house, with every convenience; good stables, with loft, and other outbuildings. A cheap home at £800; terms easy to good man. — [1207, 742, 1415, 805]
ad-title: UNION STEAM SHIP COMPANY OF NEW ZEALAND, LTD. — [536, 348, 714, 371]
ad-text: ALLEGED GERMAN OUTRAGES.— Report of the Committee appointed by His Majesty's Government, price 2d at The B.K. — [977, 1216, 1185, 1252]
ad-text: A Modern well-built House of seven rooms, on ¼-acre of ground, which is well planted, house is connected with town Water Supply and Sewerage, also Electric Light, within few minutes' walk of Stratford Post Office. For Sale on exceptionally easy terms. — [1667, 1318, 1888, 1381]
rule-dateline-2 — [56, 315, 1889, 316]
ad-text: 100 ACRES, all flat and ploughable, close railway, school and factory; good substantial 4-roomed cottage and all necessary farm buildings and conveniences, including acetylene gas. Owner carried 600 sheep for six months. PRICE £35 per acre; cash wanted, £2000; balance arranged. — [1207, 1587, 1415, 1663]
ad-text: 4 brick shops with dwellings attached in exchange for small sheep farm, not too far away. Equity, £4000. — [1437, 1009, 1645, 1046]
agent-name: W. H. & A. McGARRY Land Agents, ELTHAM. — [1229, 673, 1393, 704]
column-heading: LAND FOR SALE. — [1665, 321, 1889, 341]
ad-text: WICKSTEED PLACE, WANGANUI. — [1236, 1207, 1386, 1218]
column-heading: FOR SALE, Etc. — [748, 896, 958, 917]
dateline — [0, 286, 1932, 309]
ad-text: Style, quality, value and variety are the features of the display—one of the best we have ever made. — [1445, 577, 1636, 614]
ad-text: Write us about this at once. Our client is anxious for sheep country. — [1667, 792, 1888, 816]
agent-name: ARTHUR J. PEACHEY, — [1471, 1154, 1611, 1168]
column-heading: SITUATIONS VACANT. — [748, 430, 958, 451]
ad-text: W. S. COBHAM. — [1507, 1660, 1575, 1670]
ad-text: In MESSRS SOLE BROS.' BEAUTIFUL GROUNDS, "AOTEA" Has been POSTPONED UNTIL SUNDAY, DECEMBER 5. — [531, 1089, 719, 1126]
ad-text: TENDERS will be received at my office up till 4 p.m. on Friday, December 10th, for the erection of a Boarding Establishment at the Boys' High School. Alternate tenders to be sent in for concrete and wood. FRANK MESSENGER, F.N.Z.I.A., Architect, New Plymouth. — [521, 625, 729, 701]
ad-text: FASHION Books.—"Weldon's Ladies", December, patterns skirt and bodice; "Weldon's Children's", pattern girl's Raglan frock; "Weldon's Illustrated," pattern bodice, camisole, and knickers; "Home Fashions," pattern blouse. Procurable at The B.K. Bookshop. — [977, 713, 1185, 789]
ad-text: Between FITZROY and BREAKWATER. Leaves Town for Fitzroy. Leaves Fitzroy (Amburys corner) — [521, 1291, 729, 1315]
column-rule — [1656, 321, 1657, 1932]
divider — [1440, 1207, 1641, 1208]
agent-name: G. W. HARTNELL AND CO., — [1226, 1185, 1395, 1200]
ad-text: The Daily News has the biggest circulation of any paper between Wellington and Auckland. It covers the whole of the prosperous and closely-settled province of Taranaki, and as an advertising medium cannot be equalled. Advertising charges on application. — [977, 1770, 1185, 1846]
ad-text: WANTED.—A porter. Apply Coronation Hotel, Eltham. — [749, 537, 957, 561]
ad-text: LAST NIGHT TO-NIGHT — [65, 400, 177, 411]
column-heading: BUSINESS NOTICE. — [748, 1362, 958, 1383]
ad-text: Also numerous properties in Waitara and surrounding district. — [1667, 1152, 1888, 1176]
ad-title: WHITE PAPER FOR SALE. — [796, 923, 910, 934]
divider — [1670, 663, 1885, 664]
